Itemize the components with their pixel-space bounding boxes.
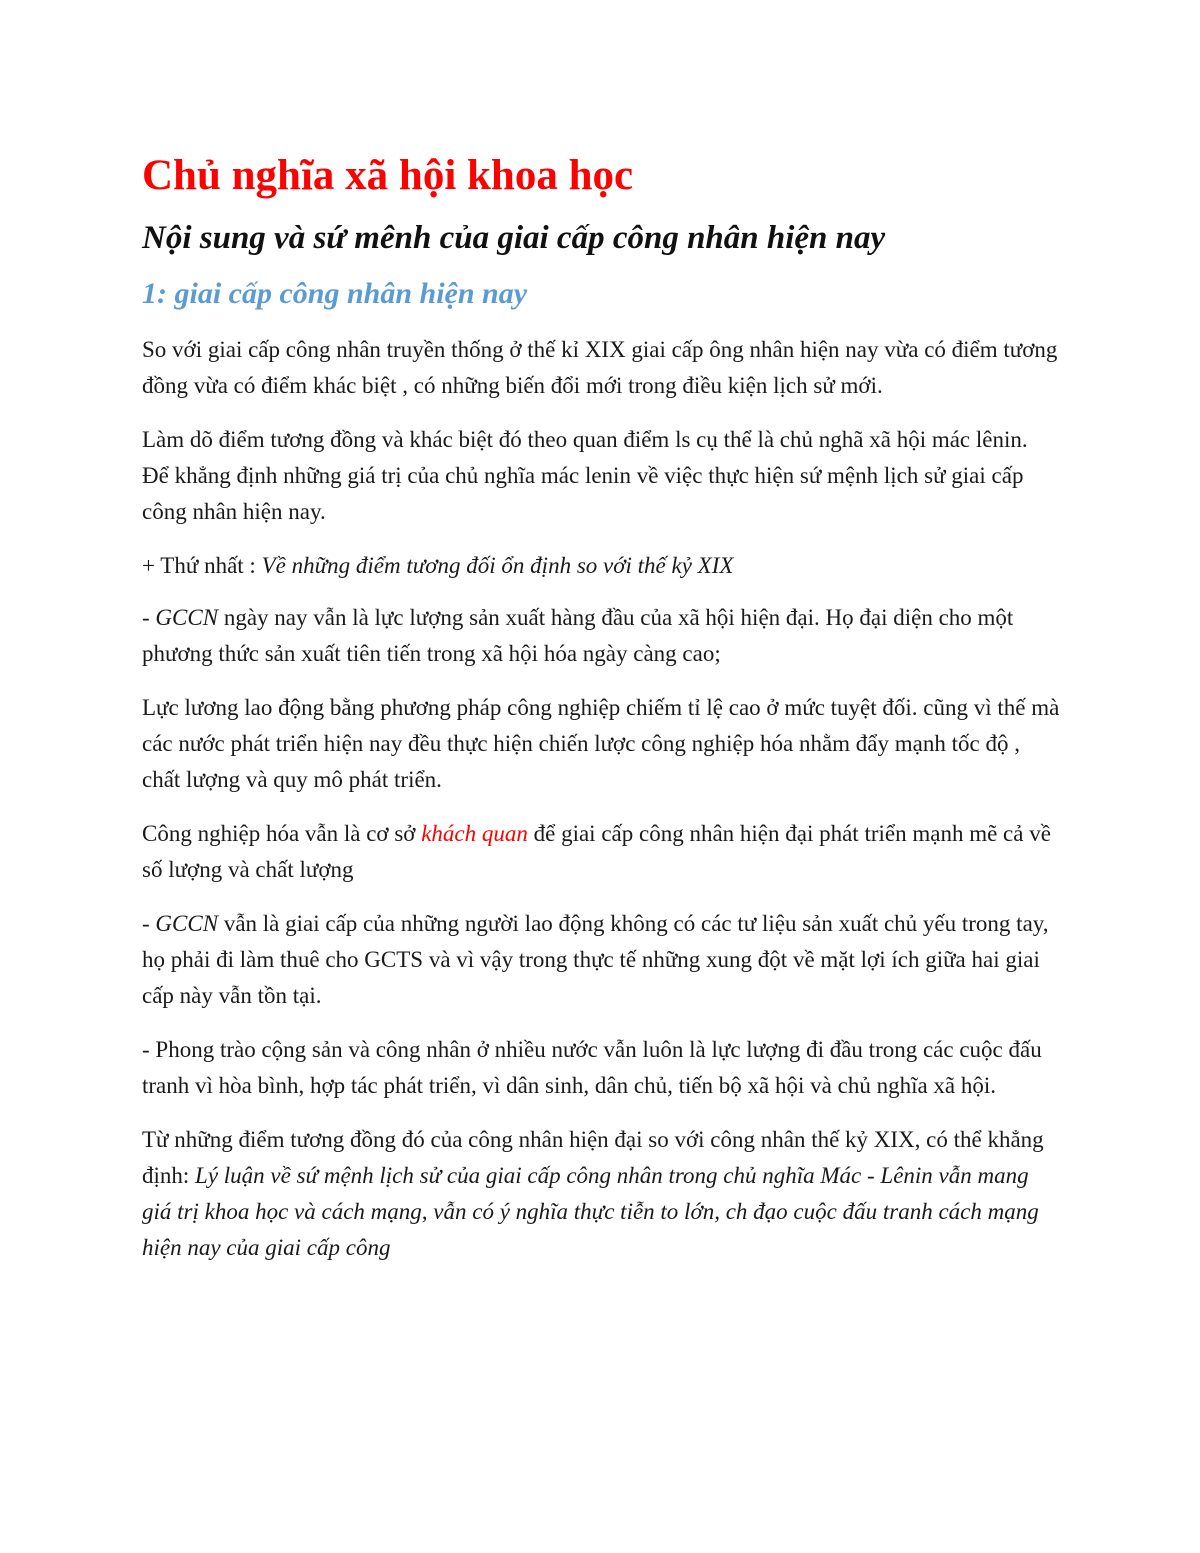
paragraph-5: Lực lương lao động bằng phương pháp công nghiệp chiếm tỉ lệ cao ở mức tuyệt đối. cũng vì thế mà các nước phát triển hiện nay đều thực hiện chiến lược công nghiệp hóa nhằm đẩy mạnh tốc độ , chất lượng và quy mô phát triển. (142, 695, 1060, 792)
paragraph-7-lead: - (142, 911, 156, 936)
paragraph-3-lead: + Thứ nhất : (142, 553, 262, 578)
document-title: Chủ nghĩa xã hội khoa học (142, 152, 634, 199)
paragraph-1: So với giai cấp công nhân truyền thống ở thế kỉ XIX giai cấp ông nhân hiện nay vừa có điểm tương đồng vừa có điểm khác biệt , có những biến đổi mới trong điều kiện lịch sử mới. (142, 337, 1058, 398)
paragraph-3-italic: Về những điểm tương đối ổn định so với thế kỷ XIX (261, 553, 734, 578)
paragraph-4-italic: GCCN (155, 605, 219, 630)
section-heading: 1: giai cấp công nhân hiện nay (142, 277, 528, 310)
paragraph-6-lead: Công nghiệp hóa vẫn là cơ sở (142, 821, 422, 846)
paragraph-4-rest: ngày nay vẫn là lực lượng sản xuất hàng đầu của xã hội hiện đại. Họ đại diện cho một phương thức sản xuất tiên tiến trong xã hội hóa ngày càng cao; (142, 605, 1014, 666)
paragraph-6-highlight: khách quan (421, 821, 528, 846)
paragraph-9-lead: Từ những điểm tương đồng đó của công nhân hiện đại so với công nhân thế kỷ XIX, có thể khẳng định: (142, 1127, 1044, 1188)
paragraph-7-italic: GCCN (155, 911, 219, 936)
paragraph-4-lead: - (142, 605, 156, 630)
paragraph-8: - Phong trào cộng sản và công nhân ở nhiều nước vẫn luôn là lực lượng đi đầu trong các cuộc đấu tranh vì hòa bình, hợp tác phát triển, vì dân sinh, dân chủ, tiến bộ xã hội và chủ nghĩa xã hội. (142, 1037, 1042, 1098)
paragraph-7 (142, 906, 1060, 1014)
paragraph-6 (142, 816, 1060, 888)
document-subtitle: Nội sung và sứ mênh của giai cấp công nhân hiện nay (142, 220, 886, 256)
paragraph-2: Làm dõ điểm tương đồng và khác biệt đó theo quan điểm ls cụ thể là chủ nghã xã hội mác lênin. Để khẳng định những giá trị của chủ nghĩa mác lenin về việc thực hiện sứ mệnh lịch sử giai cấp công nhân hiện nay. (142, 427, 1028, 524)
paragraph-9-italic: Lý luận về sứ mệnh lịch sử của giai cấp công nhân trong chủ nghĩa Mác - Lênin vẫn mang giá trị khoa học và cách mạng, vẫn có ý nghĩa thực tiễn to lớn, ch đạo cuộc đấu tranh cách mạng hiện nay của giai cấp công (142, 1163, 1039, 1260)
paragraph-4 (142, 600, 1060, 672)
paragraph-3 (142, 548, 1060, 584)
paragraph-9 (142, 1122, 1060, 1266)
paragraph-7-rest: vẫn là giai cấp của những người lao động không có các tư liệu sản xuất chủ yếu trong tay, họ phải đi làm thuê cho GCTS và vì vậy trong thực tế những xung đột về mặt lợi ích giữa hai giai cấp này vẫn tồn tại. (142, 911, 1049, 1008)
paragraph-6-rest: để giai cấp công nhân hiện đại phát triển mạnh mẽ cả về số lượng và chất lượng (142, 821, 1051, 882)
